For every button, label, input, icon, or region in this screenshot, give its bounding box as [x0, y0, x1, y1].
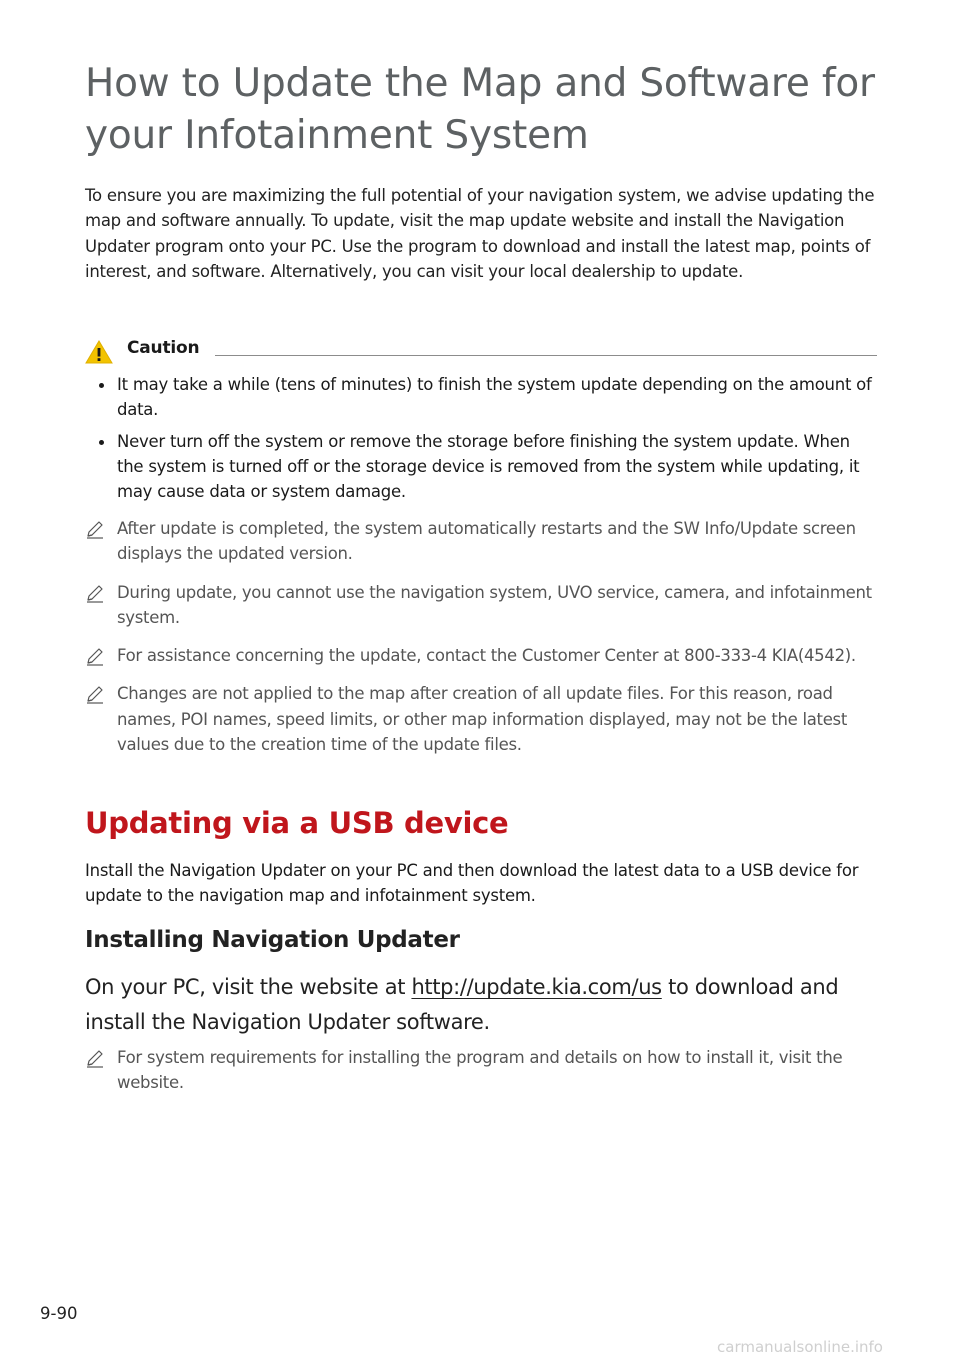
- note-text: Changes are not applied to the map after creation of all update files. For this reason, road names, POI names, speed limits, or other map information displayed, may not be the latest values due to the creation time of the update files.: [117, 684, 848, 755]
- page-number: 9-90: [40, 1304, 78, 1323]
- caution-item: [85, 429, 875, 505]
- installing-body-before: On your PC, visit the website at: [85, 975, 412, 999]
- caution-divider: [215, 355, 877, 356]
- note-item: [85, 1045, 877, 1096]
- note-item: [85, 516, 877, 567]
- intro-paragraph: To ensure you are maximizing the full potential of your navigation system, we advise updating the map and software annually. To update, visit the map update website and install the Navigation Updater program onto your PC. Use the program to download and install the latest map, points of interest, and software. Alternatively, you can visit your local dealership to update.: [85, 186, 875, 281]
- note-text: During update, you cannot use the navigation system, UVO service, camera, and infotainment system.: [117, 582, 872, 627]
- note-text: After update is completed, the system automatically restarts and the SW Info/Update screen displays the updated version.: [117, 519, 856, 564]
- update-website-link[interactable]: http://update.kia.com/us: [411, 975, 662, 999]
- pencil-note-icon: [85, 646, 105, 666]
- usb-section-title: Updating via a USB device: [85, 806, 509, 840]
- installing-notes: [85, 1045, 877, 1109]
- pencil-note-icon: [85, 684, 105, 704]
- watermark: carmanualsonline.info: [717, 1338, 883, 1356]
- note-text: For assistance concerning the update, contact the Customer Center at 800-333-4 KIA(4542).: [117, 646, 856, 666]
- installing-body-after: to download and install the Navigation Updater software.: [85, 975, 839, 1034]
- note-item: [85, 580, 877, 631]
- caution-item-text: It may take a while (tens of minutes) to finish the system update depending on the amount of data.: [117, 375, 872, 420]
- installing-body: [85, 970, 885, 1040]
- caution-item: [85, 372, 875, 423]
- caution-header: [85, 336, 877, 366]
- pencil-note-icon: [85, 1048, 105, 1068]
- note-item: [85, 643, 877, 668]
- usb-section-body: Install the Navigation Updater on your PC and then download the latest data to a USB device for update to the navigation map and infotainment system.: [85, 861, 859, 906]
- pencil-note-icon: [85, 583, 105, 603]
- bullet-icon: [99, 383, 104, 388]
- caution-label: Caution: [127, 338, 200, 358]
- installing-title: Installing Navigation Updater: [85, 927, 460, 953]
- warning-triangle-icon: [85, 340, 113, 364]
- pencil-note-icon: [85, 519, 105, 539]
- caution-item-text: Never turn off the system or remove the storage before finishing the system update. When the system is turned off or the storage device is removed from the system while updating, it may cause data or system damage.: [117, 431, 860, 502]
- notes-list: [85, 516, 877, 770]
- page-title: How to Update the Map and Software for your Infotainment System: [85, 61, 875, 158]
- note-text: For system requirements for installing the program and details on how to install it, visit the website.: [117, 1048, 843, 1093]
- caution-list: [85, 372, 875, 510]
- bullet-icon: [99, 440, 104, 445]
- note-item: [85, 681, 877, 757]
